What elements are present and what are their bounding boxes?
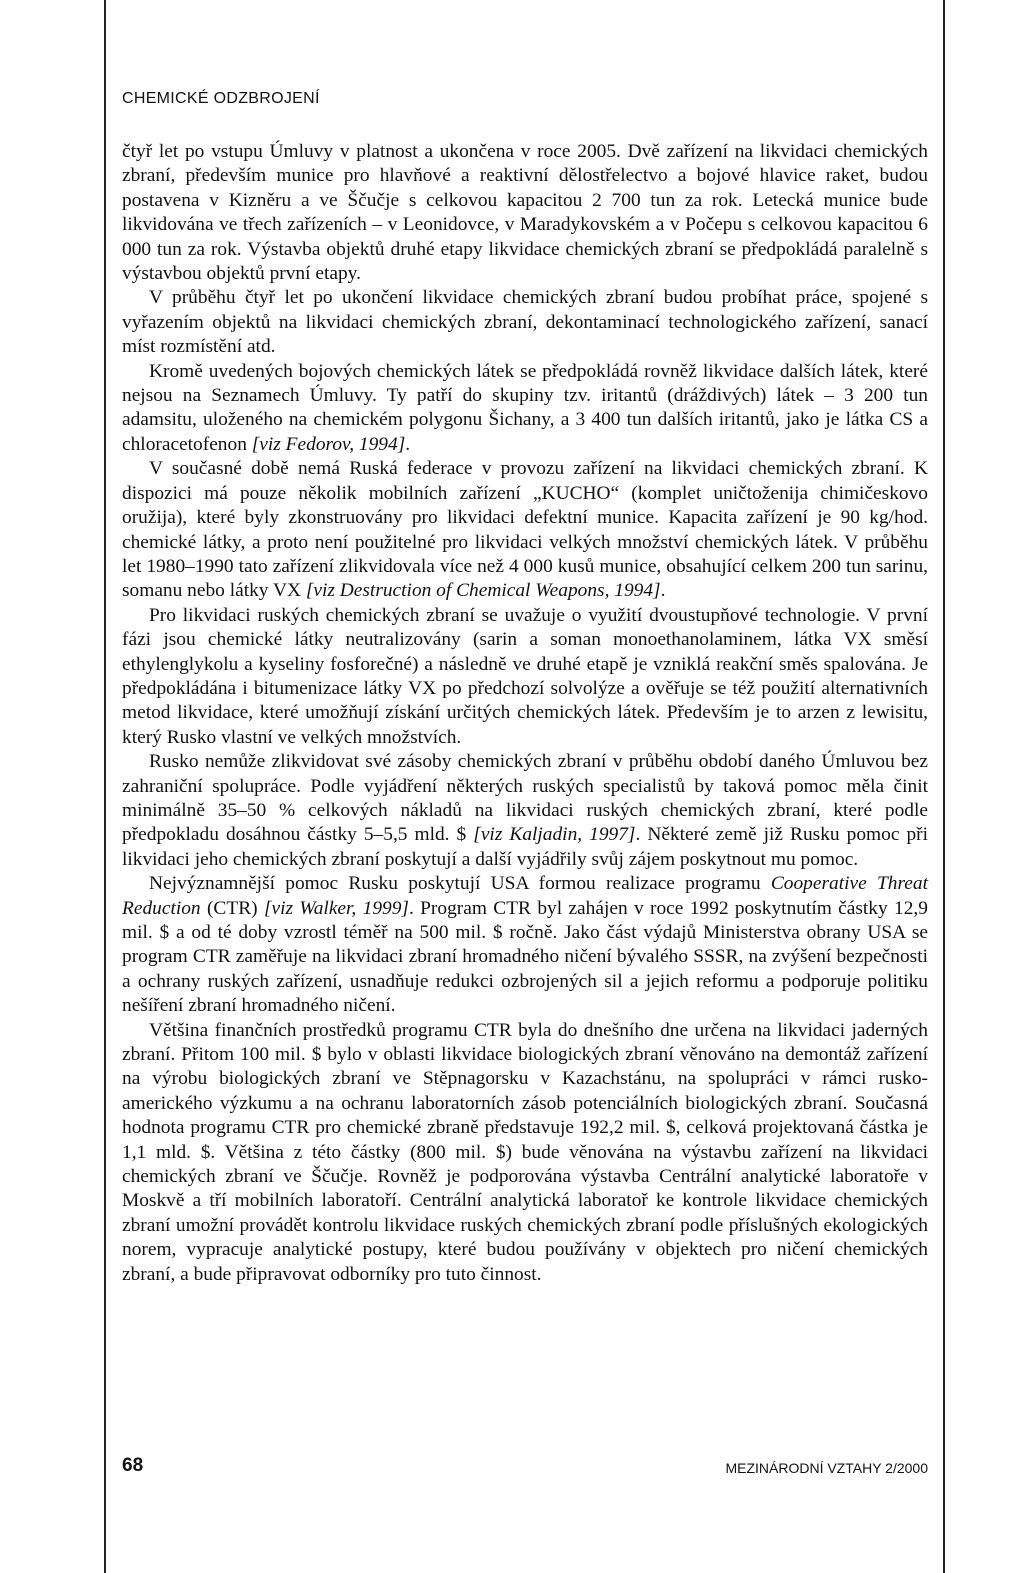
paragraph: V současné době nemá Ruská federace v provozu zařízení na likvidaci chemických zbraní. K dispozici má pouze několik mobilních zařízení „KUCHO“ (komplet uničtoženija chimičeskovo oružija), které byly zkonstruovány pro likvidaci defektní munice. Kapacita zařízení je 90 kg/hod. chemické látky, a proto není použitelné pro likvidaci velkých množství chemických látek. V průběhu let 1980–1990 tato zařízení zlikvidovala více než 4 000 kusů munice, obsahující celkem 200 tun sarinu, somanu nebo látky VX [viz Destruction of Chemical Weapons, 1994]. bbox=[122, 458, 928, 602]
paragraph: Většina finančních prostředků programu CTR byla do dnešního dne určena na likvidaci jaderných zbraní. Přitom 100 mil. $ bylo v oblasti likvidace biologických zbraní věnováno na demontáž zařízení na výrobu biologických zbraní ve Stěpnagorsku v Kazachstánu, na spolupráci v rámci rusko-amerického výzkumu a na ochranu laboratorních zásob potenciálních biologických zbraní. Současná hodnota programu CTR pro chemické zbraně představuje 192,2 mil. $, celková projektovaná částka je 1,1 mld. $. Většina z této částky (800 mil. $) bude věnována na výstavbu zařízení na likvidaci chemických zbraní ve Ščučje. Rovněž je podporována výstavba Centrální analytické laboratoře v Moskvě a tří mobilních laboratoří. Centrální analytická laboratoř ke kontrole likvidace chemických zbraní umožní provádět kontrolu likvidace ruských chemických zbraní podle příslušných ekologických norem, vypracuje analytické postupy, které budou používány v objektech pro ničení chemických zbraní, a bude připravovat odborníky pro tuto činnost. bbox=[122, 1019, 928, 1285]
paragraph: Nejvýznamnější pomoc Rusku poskytují USA formou realizace programu Cooperative Threat Reduction (CTR) [viz Walker, 1999]. Program CTR byl zahájen v roce 1992 poskytnutím částky 12,9 mil. $ a od té doby vzrostl téměř na 500 mil. $ ročně. Jako část výdajů Ministerstva obrany USA se program CTR zaměřuje na likvidaci zbraní hromadného ničení bývalého SSSR, na zvýšení bezpečnosti a ochrany ruských zařízení, usnadňuje redukci ozbrojených sil a jejich reformu a podporuje politiku nešíření zbraní hromadného ničení. bbox=[122, 873, 928, 1017]
paragraph: čtyř let po vstupu Úmluvy v platnost a ukončena v roce 2005. Dvě zařízení na likvidaci chemických zbraní, především munice pro hlavňové a reaktivní dělostřelectvo a bojové hlavice raket, budou postavena v Kizněru a ve Ščučje s celkovou kapacitou 2 700 tun za rok. Letecká munice bude likvidována ve třech zařízeních – v Leonidovce, v Maradykovském a v Počepu s celkovou kapacitou 6 000 tun za rok. Výstavba objektů druhé etapy likvidace chemických zbraní se předpokládá paralelně s výstavbou objektů první etapy. bbox=[122, 141, 928, 285]
paragraph: Kromě uvedených bojových chemických látek se předpokládá rovněž likvidace dalších látek, které nejsou na Seznamech Úmluvy. Ty patří do skupiny tzv. iritantů (dráždivých) látek – 3 200 tun adamsitu, uloženého na chemickém polygonu Šichany, a 3 400 tun dalších iritantů, jako je látka CS a chloracetofenon [viz Fedorov, 1994]. bbox=[122, 360, 928, 455]
citation: [viz Walker, 1999] bbox=[263, 897, 409, 919]
journal-footer: MEZINÁRODNÍ VZTAHY 2/2000 bbox=[725, 1460, 928, 1476]
running-header: CHEMICKÉ ODZBROJENÍ bbox=[122, 90, 320, 107]
citation: [viz Fedorov, 1994] bbox=[251, 433, 406, 455]
citation: [viz Kaljadin, 1997] bbox=[473, 824, 636, 846]
page-number: 68 bbox=[122, 1455, 144, 1476]
scan-margin-line-right bbox=[943, 0, 945, 1573]
citation: [viz Destruction of Chemical Weapons, 1994] bbox=[305, 580, 661, 602]
paragraph: V průběhu čtyř let po ukončení likvidace chemických zbraní budou probíhat práce, spojené s vyřazením objektů na likvidaci chemických zbraní, dekontaminací technologického zařízení, sanací míst rozmístění atd. bbox=[122, 287, 928, 358]
paragraph: Pro likvidaci ruských chemických zbraní se uvažuje o využití dvoustupňové technologie. V první fázi jsou chemické látky neutralizovány (sarin a soman monoethanolaminem, látka VX směsí ethylenglykolu a kyseliny fosforečné) a následně ve druhé etapě je vzniklá reakční směs spalována. Je předpokládána i bitumenizace látky VX po předchozí solvolýze a ověřuje se též použití alternativních metod likvidace, které umožňují získání určitých chemických látek. Především je to arzen z lewisitu, který Rusko vlastní ve velkých množstvích. bbox=[122, 604, 928, 748]
article-body bbox=[122, 140, 928, 1287]
paragraph: Rusko nemůže zlikvidovat své zásoby chemických zbraní v průběhu období daného Úmluvou bez zahraniční spolupráce. Podle vyjádření některých ruských specialistů by taková pomoc měla činit minimálně 35–50 % celkových nákladů na likvidaci ruských chemických zbraní, které podle předpokladu dosáhnou částky 5–5,5 mld. $ [viz Kaljadin, 1997]. Některé země již Rusku pomoc při likvidaci jeho chemických zbraní poskytují a další vyjádřily svůj zájem poskytnout mu pomoc. bbox=[122, 751, 928, 870]
program-name: Cooperative Threat Reduction bbox=[122, 873, 928, 919]
scan-margin-line-left bbox=[104, 0, 106, 1573]
